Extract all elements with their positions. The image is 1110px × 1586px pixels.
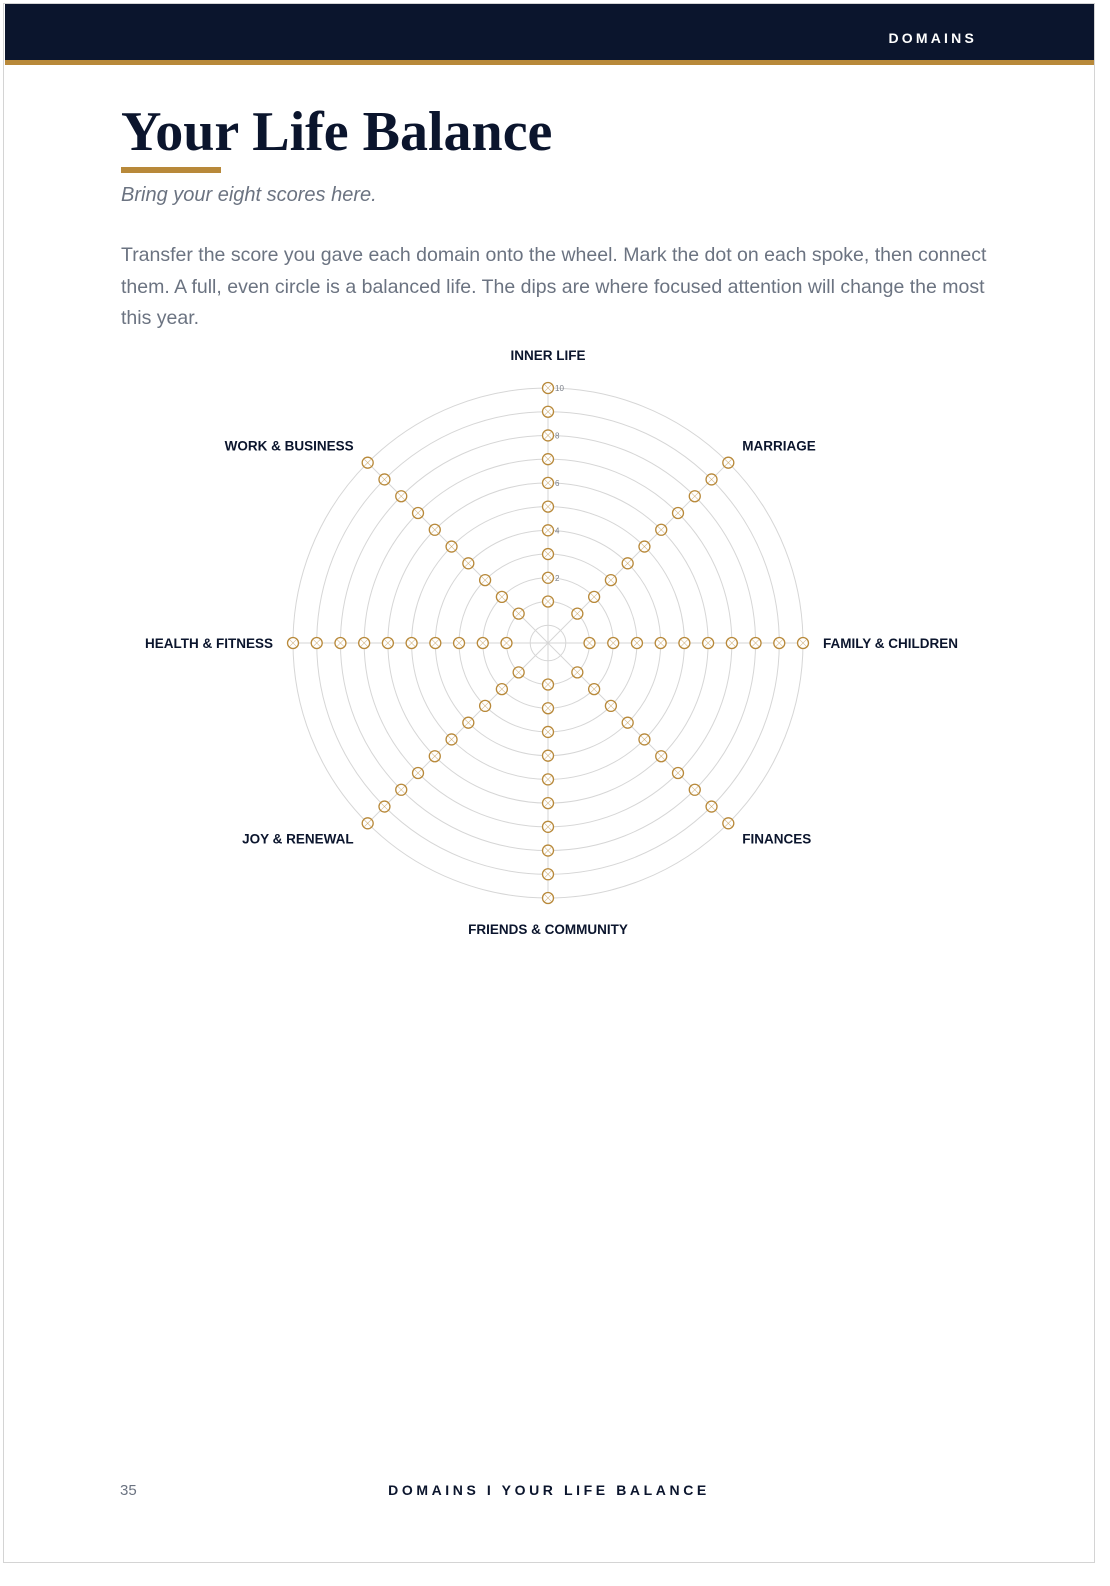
page: [3, 3, 1095, 1563]
domain-label: FINANCES: [742, 831, 812, 847]
domain-label: WORK & BUSINESS: [224, 438, 354, 454]
section-label: DOMAINS: [888, 30, 977, 46]
scale-label: 6: [555, 478, 560, 488]
page-subtitle: Bring your eight scores here.: [121, 184, 377, 206]
domain-label: JOY & RENEWAL: [242, 831, 354, 847]
domain-label: HEALTH & FITNESS: [145, 636, 273, 651]
scale-label: 2: [555, 573, 560, 583]
page-title: Your Life Balance: [121, 101, 553, 163]
intro-paragraph: Transfer the score you gave each domain onto the wheel. Mark the dot on each spoke, then connect them. A full, even circle is a balanced life. The dips are where focused attention will change the most this year.: [121, 244, 987, 329]
page-number: 35: [120, 1482, 137, 1499]
domain-label: INNER LIFE: [510, 348, 586, 363]
scale-label: 4: [555, 526, 560, 536]
life-balance-wheel: [4, 4, 1094, 1004]
running-footer-title: DOMAINS I YOUR LIFE BALANCE: [388, 1482, 710, 1498]
domain-label: MARRIAGE: [742, 438, 816, 454]
scale-label: 8: [555, 431, 560, 441]
domain-label: FAMILY & CHILDREN: [823, 636, 959, 651]
scale-label: 10: [555, 384, 564, 393]
domain-label: FRIENDS & COMMUNITY: [468, 922, 628, 937]
